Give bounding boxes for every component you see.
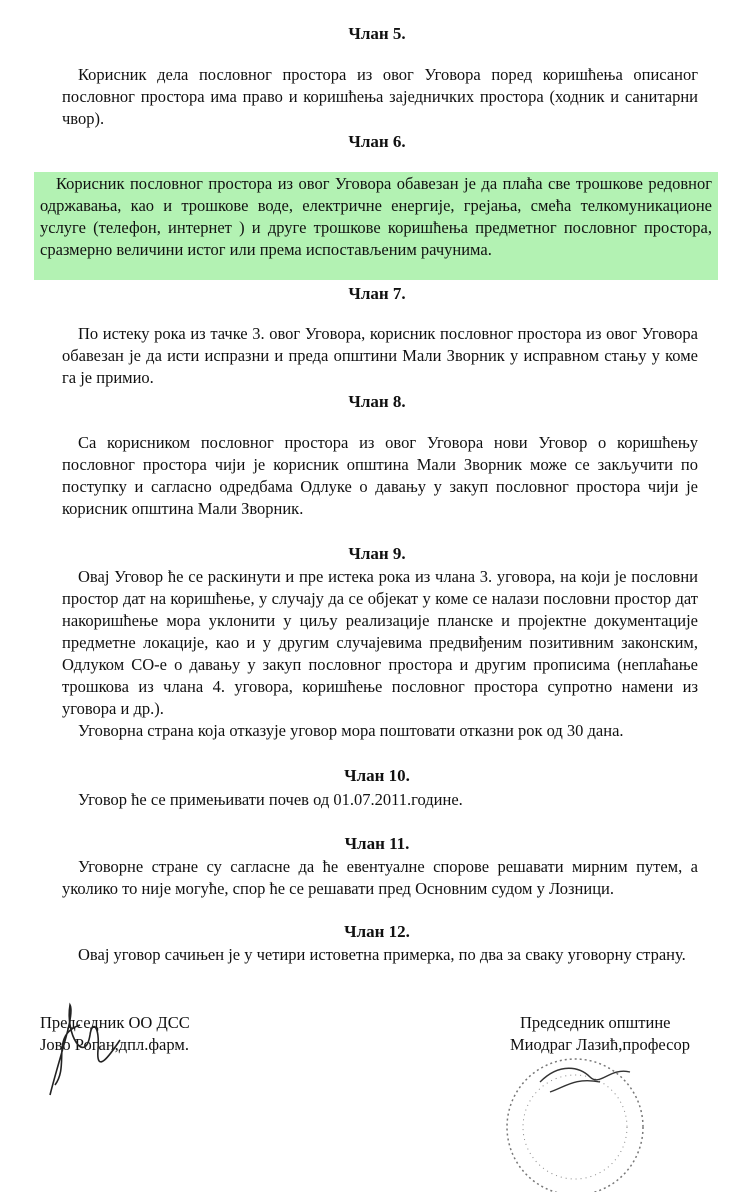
signature-left-title: Председник ОО ДСС bbox=[40, 1013, 190, 1032]
article-8-heading: Члан 8. bbox=[348, 392, 406, 411]
official-seal bbox=[480, 1042, 670, 1192]
article-6-text: Корисник пословног простора из овог Уговора обавезан је да плаћа све трошкове редовног одржавања, као и трошкове воде, електричне енергије, грејања, смећа телкомуникационе услуге (телефон, интернет ) и друге трошкове коришћења предметног пословног простора, сразмерно величини истог или према испостављеним рачунима. bbox=[40, 174, 712, 259]
article-10-text: Уговор ће се примењивати почев од 01.07.2011.године. bbox=[78, 790, 463, 809]
article-12-heading: Члан 12. bbox=[344, 922, 410, 941]
signature-right-title: Председник општине bbox=[520, 1013, 671, 1032]
signature-left-name: Јово Роган,дпл.фарм. bbox=[40, 1035, 189, 1054]
signature-right-name: Миодраг Лазић,професор bbox=[510, 1035, 690, 1054]
article-11-text: Уговорне стране су сагласне да ће евентуалне спорове решавати мирним путем, а уколико то није могуће, спор ће се решавати пред Основним судом у Лозници. bbox=[62, 857, 698, 898]
article-6-heading: Члан 6. bbox=[348, 132, 406, 151]
article-10-heading: Члан 10. bbox=[344, 766, 410, 785]
article-9-notice-text: Уговорна страна која отказује уговор мора поштовати отказни рок од 30 дана. bbox=[78, 721, 624, 740]
article-8-text: Са корисником пословног простора из овог Уговора нови Уговор о коришћењу пословног простора чији је корисник општина Мали Зворник може се закључити по поступку и сагласно одредбама Одлуке о давању у закуп пословног простора чији је корисник општина Мали Зворник. bbox=[62, 433, 698, 518]
article-12-text: Овај уговор сачињен је у четири истоветна примерка, по два за сваку уговорну страну. bbox=[78, 945, 686, 964]
article-5-text: Корисник дела пословног простора из овог Уговора поред коришћења описаног пословног простора има право и коришћења заједничких простора (ходник и санитарни чвор). bbox=[62, 65, 698, 128]
article-9-text: Овај Уговор ће се раскинути и пре истека рока из члана 3. уговора, на који је пословни простор дат на коришћење, у случају да се објекат у коме се налази пословни простор дат накоришћење мора уклонити у циљу реализације планске и пројектне документације предметне локације, као и у другим случајевима предвиђеним позитивним законским, Одлуком СО-е о давању у закуп пословног простора и другим прописима (неплаћање трошкова из члана 4. уговора, коришћење пословног простора супротно намени из уговора и др.). bbox=[62, 567, 698, 718]
handwritten-signature-left bbox=[30, 995, 180, 1115]
article-7-heading: Члан 7. bbox=[348, 284, 406, 303]
article-9-heading: Члан 9. bbox=[348, 544, 406, 563]
article-11-heading: Члан 11. bbox=[344, 834, 410, 853]
article-7-text: По истеку рока из тачке 3. овог Уговора, корисник пословног простора из овог Уговора обавезан је да исти испразни и преда општини Мали Зворник у исправном стању у коме га је примио. bbox=[62, 324, 698, 387]
article-5-heading: Члан 5. bbox=[348, 24, 406, 43]
